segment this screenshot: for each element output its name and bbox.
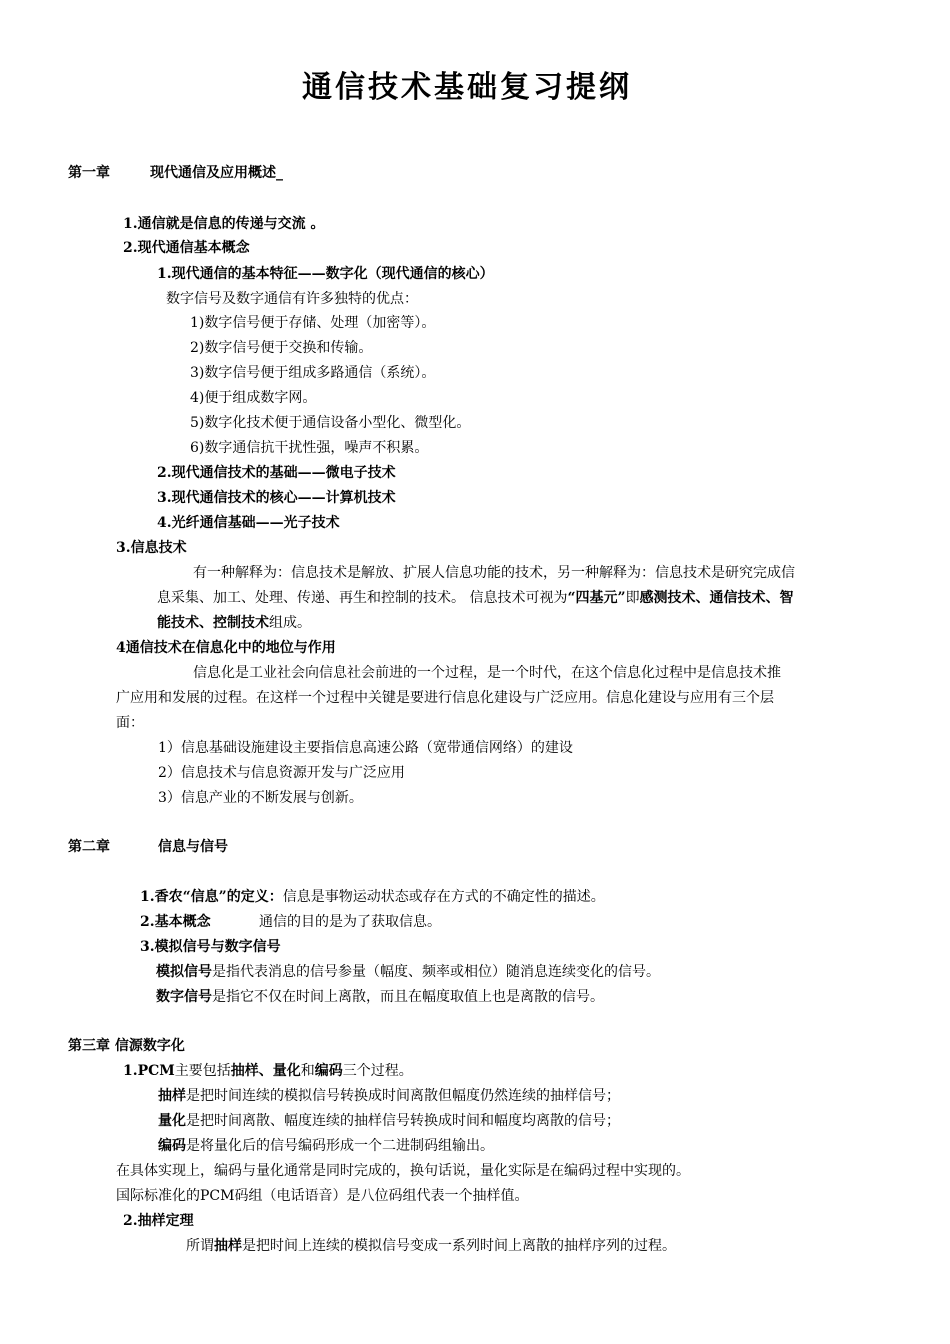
chapter-2-label: 第二章 (68, 839, 110, 855)
chapter-3-heading: 第三章 信源数字化 (68, 1038, 185, 1054)
coding-def (158, 1136, 494, 1156)
ch2-item-2-text: 通信的目的是为了获取信息。 (259, 914, 441, 930)
definition: 是把时间离散、幅度连续的抽样信号转换成时间和幅度均离散的信号； (186, 1113, 620, 1129)
level-item: 1）信息基础设施建设主要指信息高速公路（宽带通信网络）的建设 (158, 740, 573, 756)
ch1-item-4-para-line-2: 广应用和发展的过程。在这样一个过程中关键是要进行信息化建设与广泛应用。信息化建设与应用有三个层 (116, 690, 774, 706)
ch1-item-2-2: 2.现代通信技术的基础——微电子技术 (157, 465, 396, 481)
item-text: 信息是事物运动状态或存在方式的不确定性的描述。 (282, 889, 605, 905)
ch1-item-1: 1.通信就是信息的传递与交流 。 (123, 216, 325, 232)
chapter-1-label: 第一章 (68, 165, 110, 181)
ch1-item-2-3: 3.现代通信技术的核心——计算机技术 (157, 490, 396, 506)
term: 模拟信号 (156, 964, 212, 980)
term: 抽样 (214, 1238, 242, 1254)
definition: 是把时间连续的模拟信号转换成时间离散但幅度仍然连续的抽样信号； (186, 1088, 620, 1104)
page-title: 通信技术基础复习提纲 (302, 70, 632, 105)
advantage-item: 1)数字信号便于存储、处理（加密等）。 (190, 315, 436, 331)
item-number: 1.PCM (123, 1063, 175, 1079)
text: 三个过程。 (342, 1063, 413, 1079)
ch1-item-3-para-line-1: 有一种解释为：信息技术是解放、扩展人信息功能的技术，另一种解释为：信息技术是研究完成信 (193, 565, 795, 581)
ch3-item-1 (123, 1061, 413, 1081)
term: 抽样 (230, 1063, 259, 1079)
ch1-item-4: 4通信技术在信息化中的地位与作用 (116, 640, 336, 656)
ch1-item-3-para-line-2 (157, 588, 794, 608)
advantage-item: 6)数字通信抗干扰性强，噪声不积累。 (190, 440, 429, 456)
tech-terms: 能技术、控制技术 (157, 615, 269, 631)
definition: 是指代表消息的信号参量（幅度、频率或相位）随消息连续变化的信号。 (212, 964, 660, 980)
term: 数字信号 (156, 989, 212, 1005)
ch2-item-2-heading: 2.基本概念 (140, 914, 211, 930)
ch1-item-4-para-line-1: 信息化是工业社会向信息社会前进的一个过程，是一个时代，在这个信息化过程中是信息技术推 (193, 665, 781, 681)
ch2-item-3: 3.模拟信号与数字信号 (140, 939, 281, 955)
ch1-item-2: 2.现代通信基本概念 (123, 240, 250, 256)
ch1-item-3-para-line-3 (157, 613, 311, 633)
para-text: 组成。 (269, 615, 311, 631)
chapter-2-title: 信息与信号 (158, 839, 228, 855)
term: 量化 (158, 1113, 186, 1129)
term: 抽样 (158, 1088, 186, 1104)
ch3-note-2: 国际标准化的PCM码组（电话语音）是八位码组代表一个抽样值。 (116, 1188, 529, 1204)
ch1-advantages-intro: 数字信号及数字通信有许多独特的优点： (166, 291, 418, 307)
analog-signal-def (156, 962, 660, 982)
item-heading: 1.香农“信息”的定义： (140, 889, 283, 905)
term: 编码 (158, 1138, 186, 1154)
term: 量化 (272, 1063, 301, 1079)
ch3-note-1: 在具体实现上，编码与量化通常是同时完成的，换句话说，量化实际是在编码过程中实现的。 (116, 1163, 690, 1179)
text: 主要包括 (174, 1063, 231, 1079)
ch2-item-1 (140, 887, 605, 907)
sampling-theorem-def (186, 1236, 676, 1256)
level-item: 2）信息技术与信息资源开发与广泛应用 (158, 765, 405, 781)
text: 、 (258, 1063, 273, 1079)
advantage-item: 5)数字化技术便于通信设备小型化、微型化。 (190, 415, 471, 431)
term: 编码 (314, 1063, 343, 1079)
ch1-item-2-4: 4.光纤通信基础——光子技术 (157, 515, 340, 531)
para-text: 即 (625, 590, 640, 606)
ch1-item-4-para-line-3: 面： (116, 715, 144, 731)
definition: 是将量化后的信号编码形成一个二进制码组输出。 (186, 1138, 494, 1154)
definition: 是把时间上连续的模拟信号变成一系列时间上离散的抽样序列的过程。 (242, 1238, 676, 1254)
text: 和 (300, 1063, 315, 1079)
text: 所谓 (186, 1238, 214, 1254)
advantage-item: 2)数字信号便于交换和传输。 (190, 340, 373, 356)
quantization-def (158, 1111, 620, 1131)
sampling-def (158, 1086, 620, 1106)
ch1-item-2-1: 1.现代通信的基本特征——数字化（现代通信的核心） (157, 266, 494, 282)
definition: 是指它不仅在时间上离散，而且在幅度取值上也是离散的信号。 (212, 989, 604, 1005)
four-elements-term: “四基元” (567, 590, 626, 606)
para-text: 息采集、加工、处理、传递、再生和控制的技术。 信息技术可视为 (157, 590, 568, 606)
advantage-item: 4)便于组成数字网。 (190, 390, 317, 406)
chapter-1-title: 现代通信及应用概述_ (150, 165, 283, 181)
ch1-item-3: 3.信息技术 (116, 540, 187, 556)
level-item: 3）信息产业的不断发展与创新。 (158, 790, 363, 806)
ch3-item-2: 2.抽样定理 (123, 1213, 194, 1229)
digital-signal-def (156, 987, 604, 1007)
tech-terms: 感测技术、通信技术、智 (639, 590, 794, 606)
advantage-item: 3)数字信号便于组成多路通信（系统）。 (190, 365, 436, 381)
